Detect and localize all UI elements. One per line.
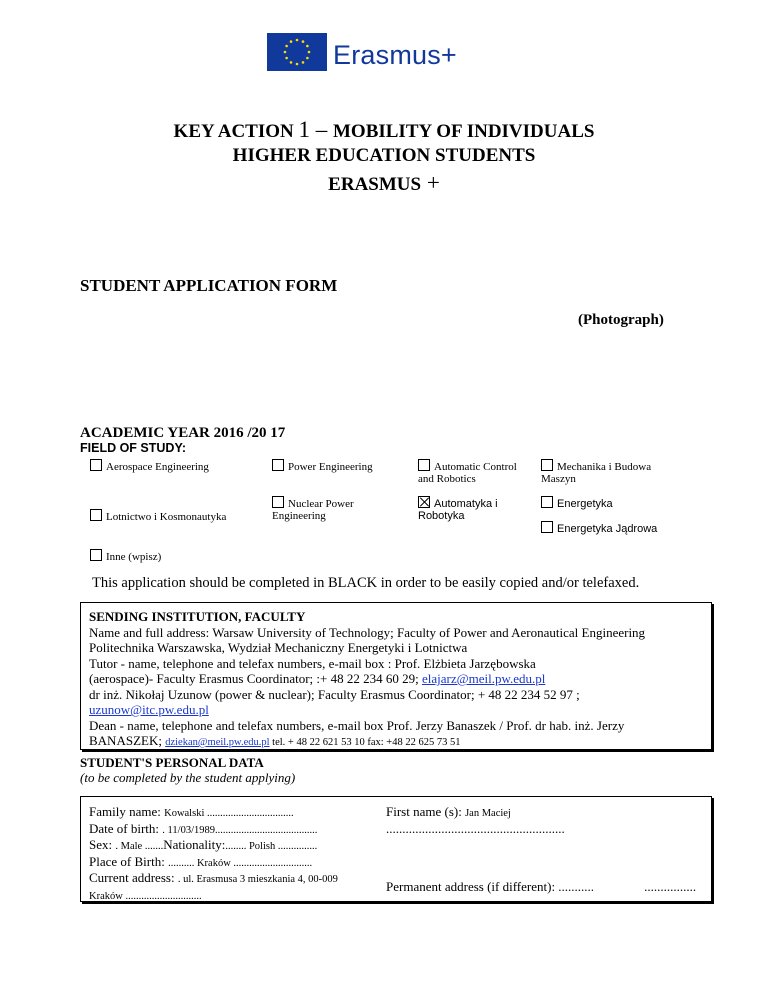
checkbox-automatyka-checked[interactable] [418, 496, 430, 508]
checkbox-mechanika[interactable] [541, 459, 553, 471]
sending-institution-heading: SENDING INSTITUTION, FACULTY [89, 609, 306, 624]
current-address-field[interactable]: Current address: . ul. Erasmusa 3 mieszkania 4, 00-009 Kraków ............................. [89, 870, 338, 902]
dean-line: Dean - name, telephone and telefax numbers, e-mail box Prof. Jerzy Banaszek / Prof. dr hab. inż. Jerzy [89, 717, 625, 733]
sending-institution-box [80, 602, 712, 750]
erasmus-logo-text: Erasmus+ [333, 40, 457, 70]
personal-data-right-column [386, 805, 706, 895]
email-link-uzunow[interactable]: uzunow@itc.pw.edu.pl [89, 702, 209, 717]
tutor-line: Tutor - name, telephone and telefax numbers, e-mail box : Prof. Elżbieta Jarzębowska [89, 655, 536, 671]
email-link-elajarz[interactable]: elajarz@meil.pw.edu.pl [421, 671, 546, 686]
option-aerospace[interactable]: Aerospace Engineering [90, 459, 209, 473]
eu-flag-icon [267, 33, 327, 71]
option-automatic-control[interactable]: Automatic Control and Robotics [418, 461, 517, 485]
power-coordinator-line: dr inż. Nikołaj Uzunow (power & nuclear); Faculty Erasmus Coordinator; + 48 22 234 52 97 ; [89, 686, 580, 702]
first-name-field[interactable]: First name (s): Jan Maciej [386, 804, 511, 819]
option-automatyka[interactable]: Automatyka i Robotyka [418, 498, 498, 522]
dob-field[interactable]: Date of birth: . 11/03/1989....................................... [89, 820, 318, 836]
power-coordinator-email-line [89, 702, 703, 718]
institution-polish-name: Politechnika Warszawska, Wydział Mechaniczny Energetyki i Lotnictwa [89, 640, 468, 655]
place-of-birth-field[interactable]: Place of Birth: .......... Kraków .............................. [89, 853, 313, 869]
heading-erasmus: ERASMUS + [328, 170, 440, 195]
form-title: STUDENT APPLICATION FORM [80, 276, 338, 295]
aerospace-coordinator-line: (aerospace)- Faculty Erasmus Coordinator; :+ 48 22 234 60 29; elajarz@meil.pw.edu.pl [89, 671, 546, 686]
instruction-text: This application should be completed in BLACK in order to be easily copied and/or telefaxed. [92, 575, 640, 591]
option-inne[interactable]: Inne (wpisz) [90, 549, 161, 563]
sex-nationality-field[interactable]: Sex: . Male .......Nationality:........ Polish ............... [89, 837, 318, 852]
option-energetyka-jadrowa[interactable]: Energetyka Jądrowa [541, 521, 657, 535]
checkbox-energetyka[interactable] [541, 496, 553, 508]
permanent-address-field[interactable]: Permanent address (if different): ........... ................ [386, 879, 697, 894]
option-power[interactable]: Power Engineering [272, 459, 373, 473]
option-lotnictwo[interactable]: Lotnictwo i Kosmonautyka [90, 509, 226, 523]
personal-data-box [80, 796, 712, 902]
option-energetyka[interactable]: Energetyka [541, 496, 613, 510]
checkbox-aerospace[interactable] [90, 459, 102, 471]
checkbox-power[interactable] [272, 459, 284, 471]
option-nuclear[interactable]: Nuclear Power Engineering [272, 498, 354, 522]
personal-data-subtitle: (to be completed by the student applying) [80, 770, 296, 785]
personal-data-left-column [89, 805, 381, 904]
photograph-placeholder: (Photograph) [578, 312, 664, 328]
first-name-dots: ....................................................... [386, 820, 565, 836]
checkbox-nuclear[interactable] [272, 496, 284, 508]
academic-year: ACADEMIC YEAR 2016 /20 17 [80, 425, 286, 441]
email-link-dziekan[interactable]: dziekan@meil.pw.edu.pl [165, 737, 270, 748]
checkbox-automatic-control[interactable] [418, 459, 430, 471]
checkbox-inne[interactable] [90, 549, 102, 561]
field-of-study-label: FIELD OF STUDY: [80, 441, 187, 455]
checkbox-energetyka-jadrowa[interactable] [541, 521, 553, 533]
dean-contact-line: BANASZEK; dziekan@meil.pw.edu.pl tel. + 48 22 621 53 10 fax: +48 22 625 73 51 [89, 733, 461, 748]
heading-higher-education: HIGHER EDUCATION STUDENTS [232, 145, 536, 166]
family-name-field[interactable]: Family name: Kowalski ................................. [89, 804, 294, 819]
checkbox-lotnictwo[interactable] [90, 509, 102, 521]
heading-key-action: KEY ACTION 1 – MOBILITY OF INDIVIDUALS [173, 117, 595, 142]
institution-name-line: Name and full address: Warsaw University of Technology; Faculty of Power and Aeronautical Engineering [89, 624, 646, 640]
personal-data-title: STUDENT'S PERSONAL DATA [80, 755, 264, 770]
option-mechanika[interactable]: Mechanika i Budowa Maszyn [541, 461, 652, 485]
